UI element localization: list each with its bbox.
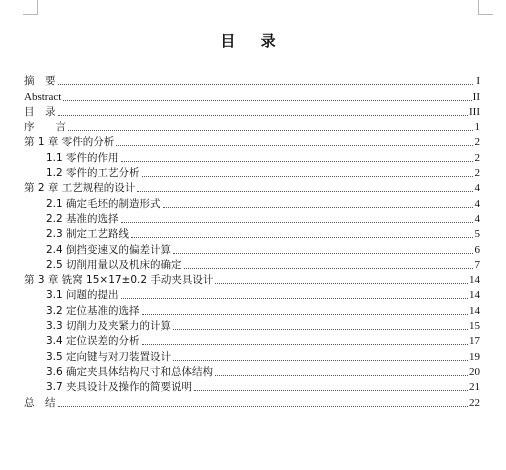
toc-entry[interactable] xyxy=(24,348,480,363)
toc-entry-page-number: 2 xyxy=(474,151,480,164)
toc-entry-page-number: 20 xyxy=(469,365,480,378)
toc-entry[interactable] xyxy=(24,134,480,149)
toc-entry-label: 总 结 xyxy=(24,396,56,409)
toc-entry[interactable] xyxy=(24,104,480,119)
toc-entry-label: 2.1 确定毛坯的制造形式 xyxy=(46,197,161,210)
page-corner-mark-right xyxy=(478,0,493,15)
toc-entry[interactable] xyxy=(24,241,480,256)
toc-entry[interactable] xyxy=(24,379,480,394)
toc-dot-leader xyxy=(116,144,473,146)
toc-entry-page-number: 2 xyxy=(474,167,480,180)
toc-entry-label: 1.1 零件的作用 xyxy=(46,151,119,164)
toc-entry[interactable] xyxy=(24,195,480,210)
toc-dot-leader xyxy=(131,236,473,238)
toc-entry-page-number: 7 xyxy=(474,258,480,271)
toc-entry-page-number: 6 xyxy=(474,243,480,256)
toc-entry[interactable] xyxy=(24,287,480,302)
toc-entry-page-number: 4 xyxy=(474,182,480,195)
toc-entry-label: 3.3 切削力及夹紧力的计算 xyxy=(46,320,172,333)
toc-entry-label: 3.7 夹具设计及操作的简要说明 xyxy=(46,381,193,394)
toc-entry-label: 2.4 倒挡变速叉的偏差计算 xyxy=(46,243,172,256)
toc-dot-leader xyxy=(142,175,473,177)
toc-entry-page-number: 22 xyxy=(469,396,480,409)
toc-entry-label: 目 录 xyxy=(24,105,56,118)
toc-dot-leader xyxy=(215,374,468,376)
table-of-contents xyxy=(24,73,480,410)
toc-entry-label: Abstract xyxy=(24,90,62,103)
toc-entry[interactable] xyxy=(24,88,480,103)
toc-dot-leader xyxy=(63,99,471,101)
toc-entry-label: 1.2 零件的工艺分析 xyxy=(46,167,140,180)
toc-entry-label: 2.3 制定工艺路线 xyxy=(46,228,130,241)
toc-entry[interactable] xyxy=(24,180,480,195)
toc-dot-leader xyxy=(215,282,468,284)
toc-entry[interactable] xyxy=(24,364,480,379)
toc-entry[interactable] xyxy=(24,119,480,134)
toc-entry-label: 序 言 xyxy=(24,121,66,134)
toc-entry-page-number: 14 xyxy=(469,274,480,287)
toc-entry-page-number: 1 xyxy=(474,121,480,134)
toc-entry-label: 3.1 问题的提出 xyxy=(46,289,119,302)
toc-entry-page-number: 14 xyxy=(469,289,480,302)
toc-entry-page-number: III xyxy=(469,105,480,118)
toc-dot-leader xyxy=(142,343,468,345)
toc-dot-leader xyxy=(121,221,473,223)
toc-dot-leader xyxy=(137,190,473,192)
toc-entry-label: 第 2 章 工艺规程的设计 xyxy=(24,182,136,195)
toc-entry[interactable] xyxy=(24,272,480,287)
toc-dot-leader xyxy=(58,405,469,407)
toc-dot-leader xyxy=(163,206,473,208)
toc-entry-page-number: 5 xyxy=(474,228,480,241)
toc-entry-label: 第 1 章 零件的分析 xyxy=(24,136,115,149)
toc-entry[interactable] xyxy=(24,73,480,88)
page-corner-mark-left xyxy=(23,0,38,15)
toc-dot-leader xyxy=(184,267,473,269)
toc-entry-page-number: 15 xyxy=(469,320,480,333)
toc-dot-leader xyxy=(194,389,468,391)
toc-entry-label: 2.5 切削用量以及机床的确定 xyxy=(46,258,182,271)
toc-entry[interactable] xyxy=(24,257,480,272)
toc-entry-page-number: 19 xyxy=(469,350,480,363)
toc-entry-label: 3.4 定位误差的分析 xyxy=(46,335,140,348)
toc-entry[interactable] xyxy=(24,226,480,241)
toc-entry-page-number: 21 xyxy=(469,381,480,394)
toc-title: 目 录 xyxy=(220,32,286,50)
toc-entry-page-number: 4 xyxy=(474,212,480,225)
toc-entry-label: 2.2 基准的选择 xyxy=(46,212,119,225)
toc-entry[interactable] xyxy=(24,318,480,333)
toc-entry-page-number: 2 xyxy=(474,136,480,149)
toc-dot-leader xyxy=(58,83,474,85)
toc-entry-label: 3.6 确定夹具体结构尺寸和总体结构 xyxy=(46,365,214,378)
toc-entry-label: 第 3 章 铣窝 15×17±0.2 手动夹具设计 xyxy=(24,274,214,287)
toc-entry-page-number: 4 xyxy=(474,197,480,210)
toc-dot-leader xyxy=(58,114,469,116)
toc-entry[interactable] xyxy=(24,149,480,164)
toc-entry[interactable] xyxy=(24,211,480,226)
toc-dot-leader xyxy=(121,297,468,299)
toc-entry-page-number: 17 xyxy=(469,335,480,348)
toc-entry-page-number: I xyxy=(476,75,480,88)
toc-dot-leader xyxy=(173,359,468,361)
toc-entry-label: 摘 要 xyxy=(24,75,56,88)
toc-entry-label: 3.5 定向键与对刀装置设计 xyxy=(46,350,172,363)
toc-dot-leader xyxy=(142,313,468,315)
toc-entry[interactable] xyxy=(24,333,480,348)
toc-entry-page-number: 14 xyxy=(469,304,480,317)
toc-entry[interactable] xyxy=(24,165,480,180)
toc-entry[interactable] xyxy=(24,302,480,317)
toc-entry-page-number: II xyxy=(472,90,480,103)
toc-entry-label: 3.2 定位基准的选择 xyxy=(46,304,140,317)
toc-dot-leader xyxy=(68,129,473,131)
toc-entry[interactable] xyxy=(24,394,480,409)
toc-dot-leader xyxy=(121,160,473,162)
toc-dot-leader xyxy=(173,328,468,330)
toc-dot-leader xyxy=(173,252,473,254)
